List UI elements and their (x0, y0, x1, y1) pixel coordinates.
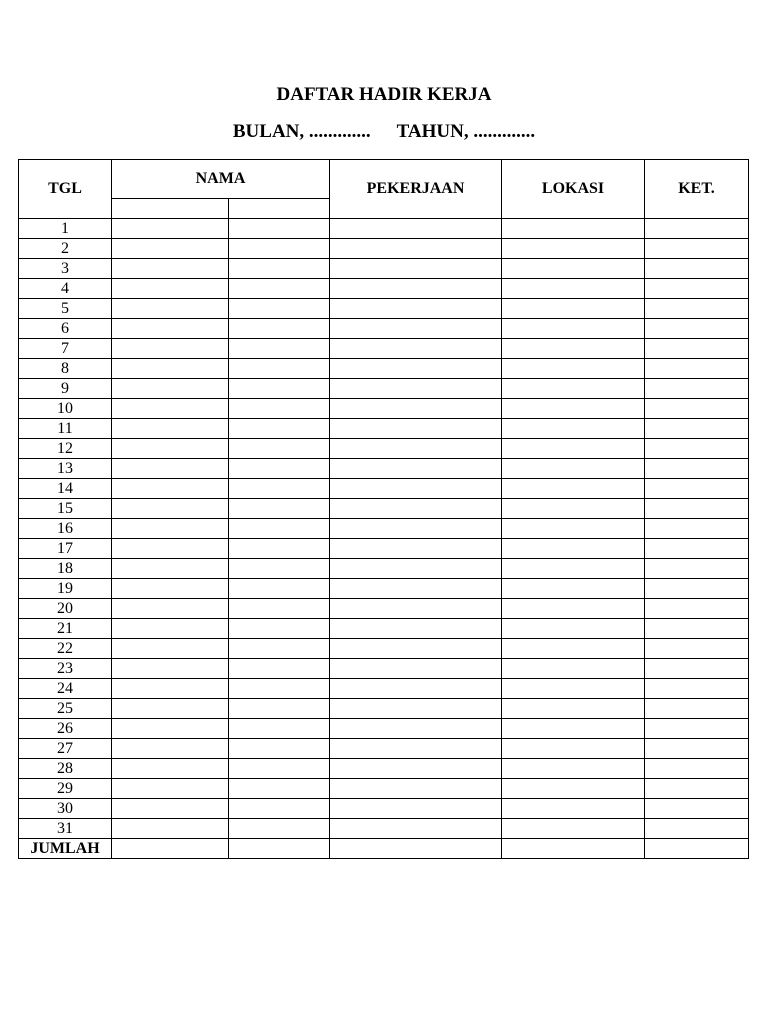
ket-cell[interactable] (645, 399, 749, 419)
nama-cell-1[interactable] (112, 679, 229, 699)
day-cell: 5 (19, 299, 112, 319)
table-row (19, 639, 749, 659)
lokasi-cell[interactable] (502, 799, 645, 819)
pekerjaan-cell[interactable] (330, 799, 502, 819)
day-cell: 15 (19, 499, 112, 519)
nama-cell-1[interactable] (112, 759, 229, 779)
lokasi-cell[interactable] (502, 619, 645, 639)
nama-cell-1[interactable] (112, 559, 229, 579)
ket-cell[interactable] (645, 439, 749, 459)
table-row (19, 599, 749, 619)
total-pekerjaan-cell[interactable] (330, 839, 502, 859)
pekerjaan-cell[interactable] (330, 679, 502, 699)
nama-cell-1[interactable] (112, 779, 229, 799)
ket-cell[interactable] (645, 739, 749, 759)
ket-cell[interactable] (645, 559, 749, 579)
lokasi-cell[interactable] (502, 599, 645, 619)
nama-cell-2[interactable] (229, 399, 330, 419)
nama-cell-2[interactable] (229, 379, 330, 399)
pekerjaan-cell[interactable] (330, 619, 502, 639)
nama-cell-1[interactable] (112, 579, 229, 599)
lokasi-cell[interactable] (502, 499, 645, 519)
nama-cell-2[interactable] (229, 559, 330, 579)
nama-cell-2[interactable] (229, 319, 330, 339)
nama-cell-2[interactable] (229, 459, 330, 479)
lokasi-cell[interactable] (502, 819, 645, 839)
nama-cell-2[interactable] (229, 639, 330, 659)
day-cell: 2 (19, 239, 112, 259)
ket-cell[interactable] (645, 759, 749, 779)
table-row (19, 499, 749, 519)
table-row (19, 299, 749, 319)
nama-cell-1[interactable] (112, 279, 229, 299)
day-cell: 14 (19, 479, 112, 499)
nama-cell-2[interactable] (229, 279, 330, 299)
nama-cell-2[interactable] (229, 679, 330, 699)
nama-cell-1[interactable] (112, 539, 229, 559)
header-nama: NAMA (112, 160, 330, 199)
pekerjaan-cell[interactable] (330, 359, 502, 379)
total-ket-cell[interactable] (645, 839, 749, 859)
nama-cell-1[interactable] (112, 819, 229, 839)
nama-cell-1[interactable] (112, 299, 229, 319)
pekerjaan-cell[interactable] (330, 279, 502, 299)
pekerjaan-cell[interactable] (330, 299, 502, 319)
day-cell: 3 (19, 259, 112, 279)
day-cell: 19 (19, 579, 112, 599)
pekerjaan-cell[interactable] (330, 339, 502, 359)
pekerjaan-cell[interactable] (330, 499, 502, 519)
day-cell: 22 (19, 639, 112, 659)
table-row (19, 619, 749, 639)
ket-cell[interactable] (645, 459, 749, 479)
table-row (19, 539, 749, 559)
nama-cell-2[interactable] (229, 599, 330, 619)
day-cell: 9 (19, 379, 112, 399)
pekerjaan-cell[interactable] (330, 539, 502, 559)
pekerjaan-cell[interactable] (330, 639, 502, 659)
ket-cell[interactable] (645, 219, 749, 239)
pekerjaan-cell[interactable] (330, 459, 502, 479)
pekerjaan-cell[interactable] (330, 699, 502, 719)
day-cell: 27 (19, 739, 112, 759)
header-lokasi: LOKASI (502, 160, 645, 219)
ket-cell[interactable] (645, 259, 749, 279)
nama-cell-2[interactable] (229, 799, 330, 819)
table-row (19, 819, 749, 839)
pekerjaan-cell[interactable] (330, 579, 502, 599)
day-cell: 16 (19, 519, 112, 539)
nama-cell-2[interactable] (229, 499, 330, 519)
nama-cell-2[interactable] (229, 439, 330, 459)
nama-cell-1[interactable] (112, 479, 229, 499)
nama-cell-2[interactable] (229, 659, 330, 679)
pekerjaan-cell[interactable] (330, 479, 502, 499)
table-row (19, 439, 749, 459)
day-cell: 29 (19, 779, 112, 799)
ket-cell[interactable] (645, 699, 749, 719)
table-row (19, 319, 749, 339)
day-cell: 4 (19, 279, 112, 299)
lokasi-cell[interactable] (502, 439, 645, 459)
lokasi-cell[interactable] (502, 659, 645, 679)
ket-cell[interactable] (645, 719, 749, 739)
day-cell: 17 (19, 539, 112, 559)
day-cell: 20 (19, 599, 112, 619)
header-tgl: TGL (19, 160, 112, 219)
day-cell: 31 (19, 819, 112, 839)
table-row (19, 779, 749, 799)
month-label: BULAN, ............. (232, 121, 371, 142)
nama-cell-1[interactable] (112, 399, 229, 419)
ket-cell[interactable] (645, 639, 749, 659)
lokasi-cell[interactable] (502, 399, 645, 419)
table-row (19, 359, 749, 379)
table-header-row (19, 160, 749, 199)
table-row (19, 739, 749, 759)
nama-cell-2[interactable] (229, 299, 330, 319)
nama-cell-1[interactable] (112, 519, 229, 539)
nama-cell-2[interactable] (229, 779, 330, 799)
ket-cell[interactable] (645, 579, 749, 599)
nama-cell-2[interactable] (229, 619, 330, 639)
table-row (19, 219, 749, 239)
nama-cell-1[interactable] (112, 339, 229, 359)
ket-cell[interactable] (645, 339, 749, 359)
pekerjaan-cell[interactable] (330, 219, 502, 239)
day-cell: 24 (19, 679, 112, 699)
nama-cell-2[interactable] (229, 819, 330, 839)
lokasi-cell[interactable] (502, 479, 645, 499)
total-nama-cell-2[interactable] (229, 839, 330, 859)
day-cell: 18 (19, 559, 112, 579)
pekerjaan-cell[interactable] (330, 599, 502, 619)
table-row (19, 379, 749, 399)
pekerjaan-cell[interactable] (330, 739, 502, 759)
lokasi-cell[interactable] (502, 519, 645, 539)
day-cell: 25 (19, 699, 112, 719)
day-cell: 12 (19, 439, 112, 459)
nama-cell-2[interactable] (229, 259, 330, 279)
nama-cell-2[interactable] (229, 539, 330, 559)
header-pekerjaan: PEKERJAAN (330, 160, 502, 219)
table-row (19, 659, 749, 679)
pekerjaan-cell[interactable] (330, 779, 502, 799)
nama-cell-1[interactable] (112, 419, 229, 439)
lokasi-cell[interactable] (502, 419, 645, 439)
ket-cell[interactable] (645, 779, 749, 799)
pekerjaan-cell[interactable] (330, 659, 502, 679)
table-row (19, 759, 749, 779)
pekerjaan-cell[interactable] (330, 399, 502, 419)
lokasi-cell[interactable] (502, 279, 645, 299)
ket-cell[interactable] (645, 379, 749, 399)
lokasi-cell[interactable] (502, 639, 645, 659)
year-label: TAHUN, ............. (396, 121, 536, 142)
pekerjaan-cell[interactable] (330, 379, 502, 399)
table-row (19, 339, 749, 359)
ket-cell[interactable] (645, 419, 749, 439)
ket-cell[interactable] (645, 279, 749, 299)
ket-cell[interactable] (645, 299, 749, 319)
nama-cell-1[interactable] (112, 499, 229, 519)
table-row (19, 799, 749, 819)
total-row (19, 839, 749, 859)
pekerjaan-cell[interactable] (330, 559, 502, 579)
table-row (19, 399, 749, 419)
lokasi-cell[interactable] (502, 359, 645, 379)
lokasi-cell[interactable] (502, 699, 645, 719)
pekerjaan-cell[interactable] (330, 259, 502, 279)
nama-cell-1[interactable] (112, 699, 229, 719)
header-nama-sub-2 (229, 199, 330, 219)
day-cell: 28 (19, 759, 112, 779)
pekerjaan-cell[interactable] (330, 439, 502, 459)
ket-cell[interactable] (645, 599, 749, 619)
pekerjaan-cell[interactable] (330, 319, 502, 339)
nama-cell-2[interactable] (229, 419, 330, 439)
day-cell: 1 (19, 219, 112, 239)
table-row (19, 519, 749, 539)
document-title: DAFTAR HADIR KERJA (276, 84, 492, 105)
day-cell: 23 (19, 659, 112, 679)
nama-cell-1[interactable] (112, 619, 229, 639)
attendance-table (18, 159, 749, 859)
day-cell: 6 (19, 319, 112, 339)
pekerjaan-cell[interactable] (330, 759, 502, 779)
lokasi-cell[interactable] (502, 299, 645, 319)
day-cell: 11 (19, 419, 112, 439)
nama-cell-2[interactable] (229, 739, 330, 759)
day-cell: 8 (19, 359, 112, 379)
nama-cell-1[interactable] (112, 719, 229, 739)
total-label: JUMLAH (19, 839, 112, 859)
lokasi-cell[interactable] (502, 379, 645, 399)
table-row (19, 479, 749, 499)
nama-cell-1[interactable] (112, 219, 229, 239)
document-subtitle (0, 119, 768, 145)
nama-cell-2[interactable] (229, 579, 330, 599)
ket-cell[interactable] (645, 819, 749, 839)
nama-cell-1[interactable] (112, 659, 229, 679)
pekerjaan-cell[interactable] (330, 519, 502, 539)
ket-cell[interactable] (645, 359, 749, 379)
nama-cell-2[interactable] (229, 359, 330, 379)
lokasi-cell[interactable] (502, 219, 645, 239)
nama-cell-1[interactable] (112, 639, 229, 659)
lokasi-cell[interactable] (502, 679, 645, 699)
table-row (19, 719, 749, 739)
day-cell: 7 (19, 339, 112, 359)
nama-cell-1[interactable] (112, 239, 229, 259)
total-nama-cell-1[interactable] (112, 839, 229, 859)
lokasi-cell[interactable] (502, 559, 645, 579)
lokasi-cell[interactable] (502, 719, 645, 739)
table-row (19, 259, 749, 279)
table-row (19, 679, 749, 699)
lokasi-cell[interactable] (502, 339, 645, 359)
ket-cell[interactable] (645, 319, 749, 339)
nama-cell-1[interactable] (112, 599, 229, 619)
nama-cell-1[interactable] (112, 799, 229, 819)
nama-cell-2[interactable] (229, 219, 330, 239)
header-ket: KET. (645, 160, 749, 219)
lokasi-cell[interactable] (502, 779, 645, 799)
lokasi-cell[interactable] (502, 579, 645, 599)
pekerjaan-cell[interactable] (330, 819, 502, 839)
nama-cell-2[interactable] (229, 239, 330, 259)
table-row (19, 579, 749, 599)
table-row (19, 239, 749, 259)
ket-cell[interactable] (645, 239, 749, 259)
lokasi-cell[interactable] (502, 319, 645, 339)
table-row (19, 699, 749, 719)
ket-cell[interactable] (645, 519, 749, 539)
lokasi-cell[interactable] (502, 459, 645, 479)
nama-cell-1[interactable] (112, 739, 229, 759)
nama-cell-1[interactable] (112, 459, 229, 479)
nama-cell-2[interactable] (229, 699, 330, 719)
ket-cell[interactable] (645, 659, 749, 679)
pekerjaan-cell[interactable] (330, 719, 502, 739)
table-body (19, 219, 749, 859)
nama-cell-2[interactable] (229, 339, 330, 359)
day-cell: 10 (19, 399, 112, 419)
nama-cell-1[interactable] (112, 379, 229, 399)
table-row (19, 459, 749, 479)
day-cell: 21 (19, 619, 112, 639)
nama-cell-1[interactable] (112, 319, 229, 339)
pekerjaan-cell[interactable] (330, 239, 502, 259)
table-row (19, 559, 749, 579)
nama-cell-2[interactable] (229, 719, 330, 739)
day-cell: 30 (19, 799, 112, 819)
header-nama-sub-1 (112, 199, 229, 219)
nama-cell-1[interactable] (112, 439, 229, 459)
lokasi-cell[interactable] (502, 539, 645, 559)
ket-cell[interactable] (645, 619, 749, 639)
lokasi-cell[interactable] (502, 259, 645, 279)
table-row (19, 279, 749, 299)
lokasi-cell[interactable] (502, 239, 645, 259)
nama-cell-1[interactable] (112, 259, 229, 279)
nama-cell-1[interactable] (112, 359, 229, 379)
ket-cell[interactable] (645, 679, 749, 699)
nama-cell-2[interactable] (229, 759, 330, 779)
pekerjaan-cell[interactable] (330, 419, 502, 439)
ket-cell[interactable] (645, 479, 749, 499)
day-cell: 13 (19, 459, 112, 479)
day-cell: 26 (19, 719, 112, 739)
lokasi-cell[interactable] (502, 759, 645, 779)
ket-cell[interactable] (645, 539, 749, 559)
lokasi-cell[interactable] (502, 739, 645, 759)
total-lokasi-cell[interactable] (502, 839, 645, 859)
nama-cell-2[interactable] (229, 479, 330, 499)
ket-cell[interactable] (645, 499, 749, 519)
ket-cell[interactable] (645, 799, 749, 819)
table-row (19, 419, 749, 439)
nama-cell-2[interactable] (229, 519, 330, 539)
